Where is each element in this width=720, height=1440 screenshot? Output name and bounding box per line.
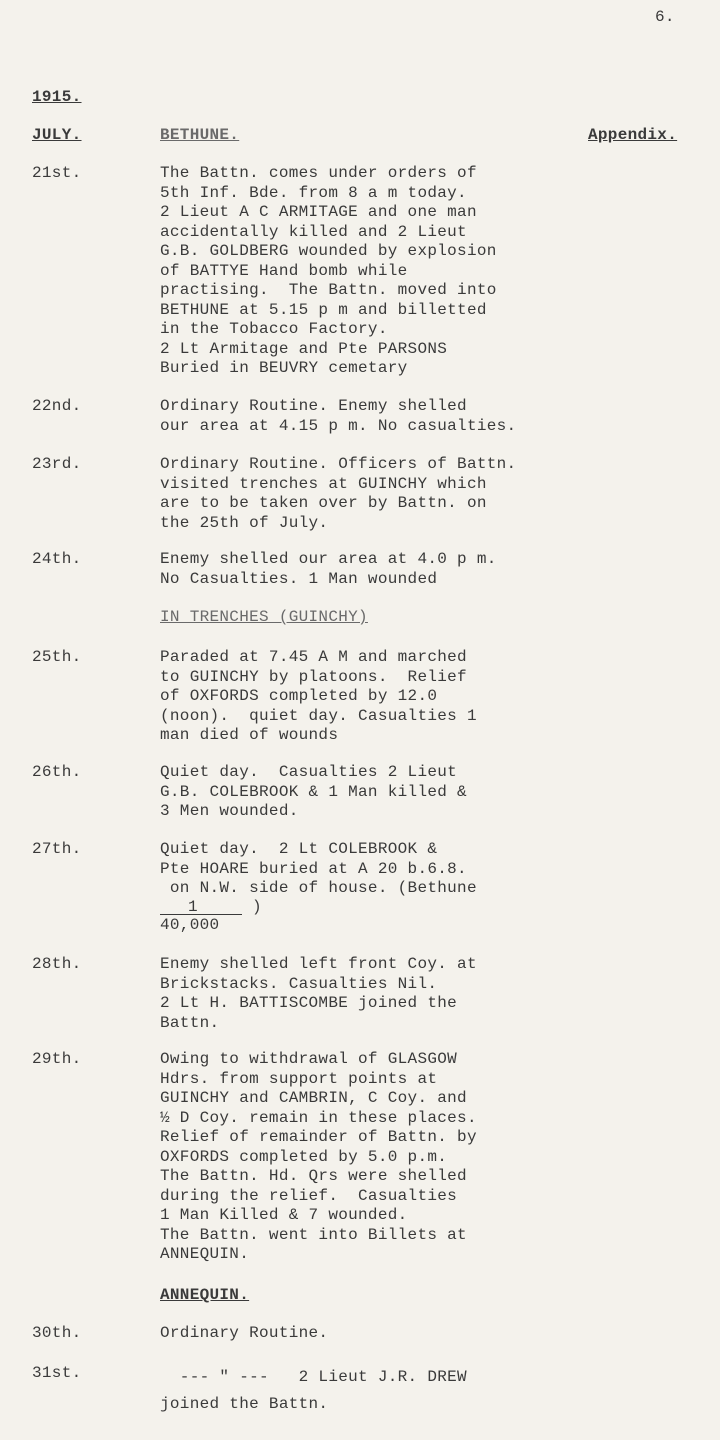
entry-line: Enemy shelled our area at 4.0 p m. <box>160 550 497 568</box>
map-scale-numerator: 1 <box>188 898 198 916</box>
map-scale-closing: ) <box>252 898 262 916</box>
month-heading: JULY. <box>32 126 82 144</box>
map-scale-denominator: 40,000 <box>160 916 220 934</box>
entry-text <box>160 840 477 899</box>
entry-line: 2 Lieut A C ARMITAGE and one man <box>160 203 477 221</box>
entry-line: of OXFORDS completed by 12.0 <box>160 687 438 705</box>
entry-text <box>160 1364 467 1418</box>
entry-line: The Battn. went into Billets at <box>160 1225 467 1244</box>
entry-text <box>160 1324 328 1344</box>
entry-line: to GUINCHY by platoons. Relief <box>160 667 467 686</box>
entry-date: 26th. <box>32 763 82 781</box>
location-heading: BETHUNE. <box>160 126 240 144</box>
entry-line: the 25th of July. <box>160 513 329 532</box>
entry-date: 22nd. <box>32 397 82 415</box>
entry-line: 5th Inf. Bde. from 8 a m today. <box>160 183 467 202</box>
entry-line: G.B. COLEBROOK & 1 Man killed & <box>160 782 467 801</box>
entry-line: accidentally killed and 2 Lieut <box>160 222 467 241</box>
entry-line: BETHUNE at 5.15 p m and billetted <box>160 300 487 319</box>
entry-text <box>160 648 477 746</box>
entry-line: Owing to withdrawal of GLASGOW <box>160 1050 458 1068</box>
entry-date: 31st. <box>32 1364 82 1382</box>
entry-line: ANNEQUIN. <box>160 1245 250 1263</box>
entry-date: 24th. <box>32 550 82 568</box>
entry-line: Hdrs. from support points at <box>160 1069 438 1088</box>
fraction-bar <box>160 914 242 915</box>
entry-line: in the Tobacco Factory. <box>160 320 388 338</box>
year-heading: 1915. <box>32 88 82 106</box>
entry-line: Relief of remainder of Battn. by <box>160 1128 477 1146</box>
entry-line: Enemy shelled left front Coy. at <box>160 955 477 973</box>
entry-date: 25th. <box>32 648 82 666</box>
entry-line: Buried in BEUVRY cemetary <box>160 359 408 377</box>
entry-line: (noon). quiet day. Casualties 1 <box>160 706 477 725</box>
entry-text <box>160 550 497 589</box>
entry-line: OXFORDS completed by 5.0 p.m. <box>160 1147 448 1166</box>
entry-line: man died of wounds <box>160 726 339 744</box>
entry-line: G.B. GOLDBERG wounded by explosion <box>160 242 497 260</box>
entry-line: No Casualties. 1 Man wounded <box>160 569 438 588</box>
entry-line: Quiet day. 2 Lt COLEBROOK & <box>160 840 438 858</box>
entry-line: 1 Man Killed & 7 wounded. <box>160 1206 408 1224</box>
entry-text <box>160 1050 477 1265</box>
entry-line: of BATTYE Hand bomb while <box>160 261 408 280</box>
entry-date: 23rd. <box>32 455 82 473</box>
entry-date: 30th. <box>32 1324 82 1342</box>
entry-line: Brickstacks. Casualties Nil. <box>160 974 438 993</box>
entry-text <box>160 955 477 1033</box>
entry-line: on N.W. side of house. (Bethune <box>160 879 477 897</box>
entry-line: our area at 4.15 p m. No casualties. <box>160 416 517 435</box>
entry-line: joined the Battn. <box>160 1395 329 1413</box>
entry-line: Ordinary Routine. Officers of Battn. <box>160 455 517 473</box>
appendix-label: Appendix. <box>588 126 678 144</box>
entry-line: 3 Men wounded. <box>160 802 299 820</box>
entry-line: Battn. <box>160 1013 220 1032</box>
entry-line: ½ D Coy. remain in these places. <box>160 1108 477 1127</box>
entry-date: 21st. <box>32 164 82 182</box>
entry-line: GUINCHY and CAMBRIN, C Coy. and <box>160 1089 467 1107</box>
entry-date: 27th. <box>32 840 82 858</box>
entry-line: practising. The Battn. moved into <box>160 281 497 299</box>
entry-text <box>160 763 467 822</box>
entry-text <box>160 164 497 379</box>
entry-line: The Battn. comes under orders of <box>160 164 477 182</box>
entry-date: 28th. <box>32 955 82 973</box>
entry-line: 2 Lt H. BATTISCOMBE joined the <box>160 994 458 1012</box>
entry-text <box>160 455 516 533</box>
entry-text <box>160 397 516 436</box>
entry-line: visited trenches at GUINCHY which <box>160 474 487 493</box>
entry-line: Paraded at 7.45 A M and marched <box>160 648 467 666</box>
entry-line: The Battn. Hd. Qrs were shelled <box>160 1167 467 1185</box>
entry-line: Quiet day. Casualties 2 Lieut <box>160 763 458 781</box>
page-number: 6. <box>655 8 675 26</box>
entry-line: Ordinary Routine. Enemy shelled <box>160 397 467 415</box>
entry-line: Pte HOARE buried at A 20 b.6.8. <box>160 859 467 878</box>
section-heading-trenches: IN TRENCHES (GUINCHY) <box>160 608 368 626</box>
section-heading-annequin: ANNEQUIN. <box>160 1286 250 1304</box>
entry-date: 29th. <box>32 1050 82 1068</box>
entry-line: are to be taken over by Battn. on <box>160 494 487 512</box>
entry-line: --- " --- 2 Lieut J.R. DREW <box>160 1368 467 1386</box>
entry-line: during the relief. Casualties <box>160 1186 458 1205</box>
entry-line: Ordinary Routine. <box>160 1324 329 1342</box>
entry-line: 2 Lt Armitage and Pte PARSONS <box>160 339 448 358</box>
